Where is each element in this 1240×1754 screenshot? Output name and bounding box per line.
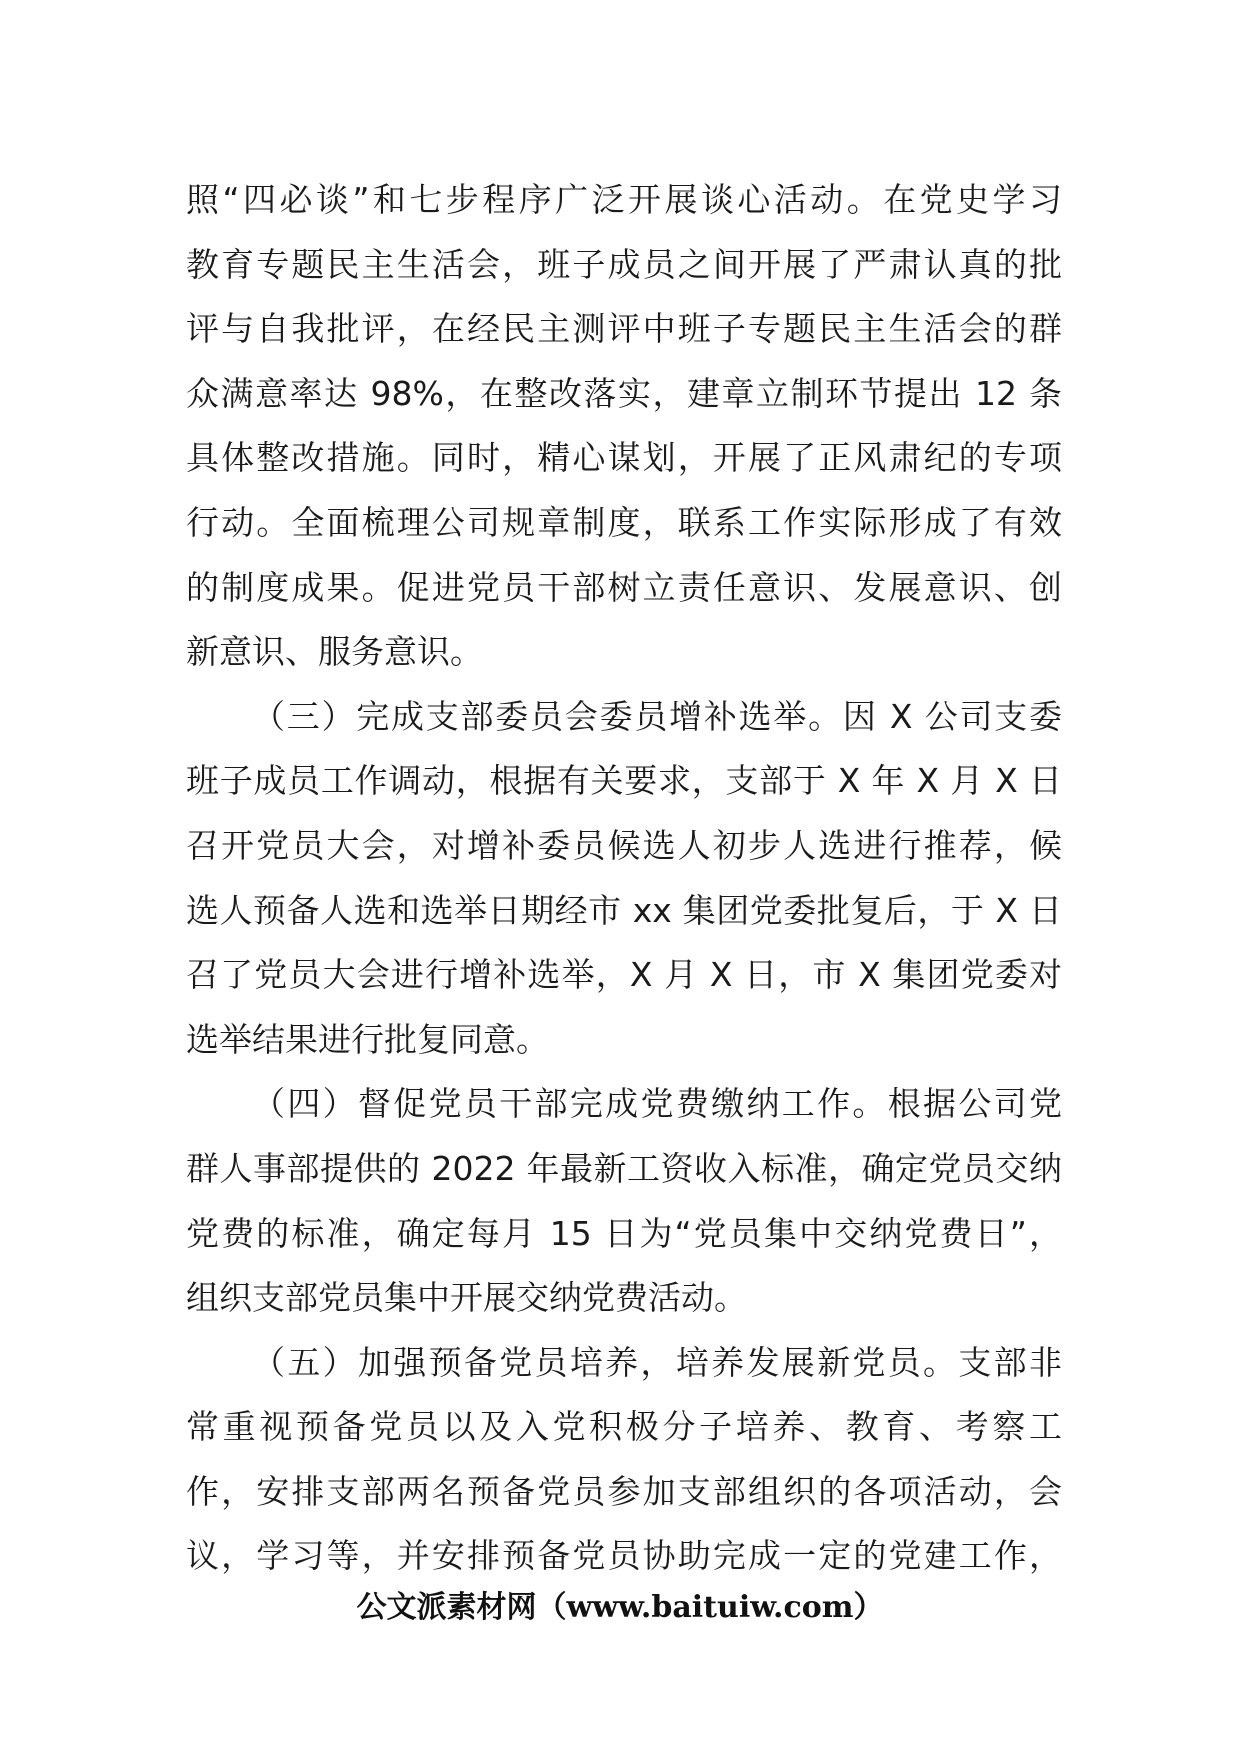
- text-line: 选举结果进行批复同意。: [186, 1019, 549, 1059]
- text-line: 照“四必谈”和七步程序广泛开展谈心活动。在党史学习: [186, 180, 1062, 219]
- text-line: 议，学习等，并安排预备党员协助完成一定的党建工作，: [186, 1536, 1062, 1576]
- text-line: 教育专题民主生活会，班子成员之间开展了严肃认真的批: [186, 244, 1062, 284]
- text-line: 党费的标准，确定每月 15 日为“党员集中交纳党费日”，: [186, 1213, 1062, 1253]
- document-body: [186, 168, 1062, 1589]
- text-line: 召开党员大会，对增补委员候选人初步人选进行推荐，候: [186, 825, 1062, 865]
- text-line: 作，安排支部两名预备党员参加支部组织的各项活动，会: [186, 1471, 1062, 1511]
- text-line: 新意识、服务意识。: [186, 632, 483, 672]
- section-heading-line: （四）督促党员干部完成党费缴纳工作。根据公司党: [252, 1084, 1062, 1124]
- text-line: 召了党员大会进行增补选举，X 月 X 日，市 X 集团党委对: [186, 955, 1062, 995]
- footer-watermark: 公文派素材网（www.baituiw.com）: [356, 1590, 884, 1625]
- text-line: 具体整改措施。同时，精心谋划，开展了正风肃纪的专项: [186, 438, 1062, 478]
- section-heading-line: （三）完成支部委员会委员增补选举。因 X 公司支委: [252, 696, 1062, 736]
- text-line: 的制度成果。促进党员干部树立责任意识、发展意识、创: [186, 567, 1062, 607]
- section-heading-line: （五）加强预备党员培养，培养发展新党员。支部非: [252, 1342, 1062, 1382]
- text-line: 众满意率达 98%，在整改落实，建章立制环节提出 12 条: [186, 373, 1062, 413]
- text-line: 常重视预备党员以及入党积极分子培养、教育、考察工: [186, 1407, 1062, 1447]
- text-line: 选人预备人选和选举日期经市 xx 集团党委批复后，于 X 日: [186, 890, 1062, 930]
- text-line: 行动。全面梳理公司规章制度，联系工作实际形成了有效: [186, 502, 1062, 542]
- text-line: 群人事部提供的 2022 年最新工资收入标准，确定党员交纳: [186, 1148, 1062, 1188]
- text-line: 评与自我批评，在经民主测评中班子专题民主生活会的群: [186, 309, 1062, 349]
- text-line: 组织支部党员集中开展交纳党费活动。: [186, 1278, 747, 1318]
- text-line: 班子成员工作调动，根据有关要求，支部于 X 年 X 月 X 日: [186, 761, 1062, 801]
